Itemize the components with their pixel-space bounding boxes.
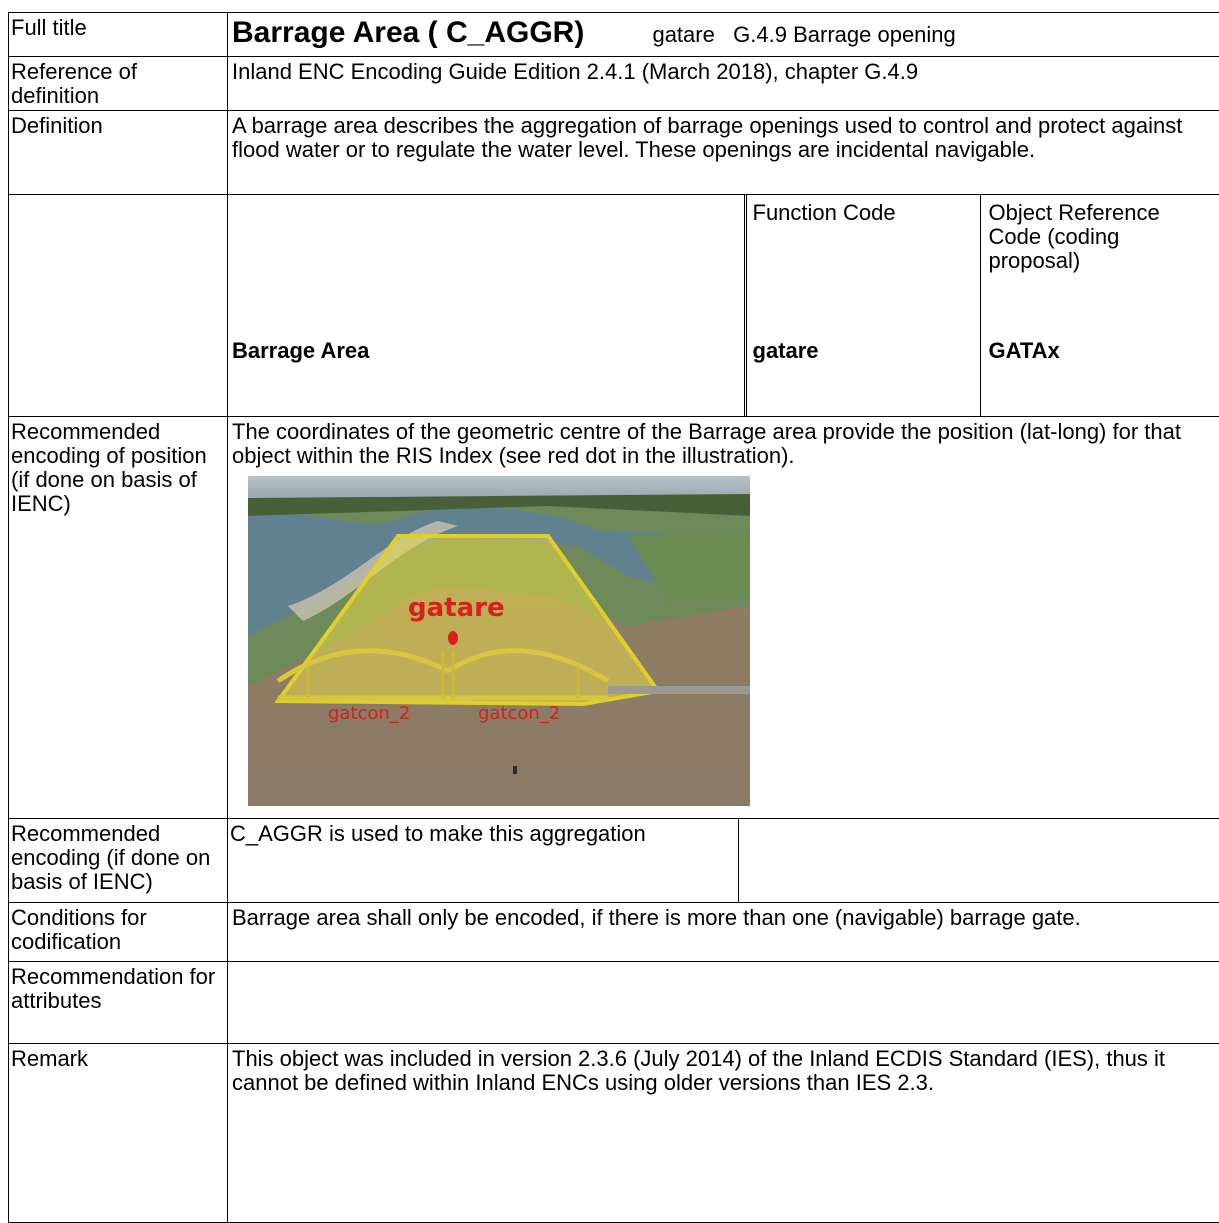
position-cell — [228, 417, 1219, 819]
object-definition-table — [8, 12, 1219, 1223]
label-conditions: Conditions for codification — [9, 903, 228, 962]
conditions-value: Barrage area shall only be encoded, if there is more than one (navigable) barrage gate. — [228, 903, 1219, 962]
codes-inner-table — [228, 195, 1219, 416]
definition-value: A barrage area describes the aggregation of barrage openings used to control and protect against flood water or to regulate the water level. These openings are incidental navigable. — [228, 111, 1219, 195]
row-full-title — [9, 13, 1219, 57]
gatcon-right-label: gatcon_2 — [478, 703, 561, 724]
row-codes — [9, 195, 1219, 417]
row-reference — [9, 57, 1219, 111]
barrage-illustration — [248, 476, 750, 806]
encoding-value: C_AGGR is used to make this aggregation — [228, 819, 738, 902]
codes-cell — [228, 195, 1219, 417]
object-ref-header: Object Reference Code (coding proposal) — [988, 200, 1160, 273]
gatare-label: gatare — [408, 593, 505, 623]
label-full-title: Full title — [9, 13, 228, 57]
object-name: Barrage Area — [232, 338, 370, 363]
row-encoding — [9, 819, 1219, 903]
object-ref-code: GATAx — [988, 338, 1060, 363]
row-attributes — [9, 962, 1219, 1044]
remark-value: This object was included in version 2.3.6 (July 2014) of the Inland ECDIS Standard (IES), thus it cannot be defined within Inland ENCs using older versions than IES 2.3. — [228, 1044, 1219, 1223]
row-definition — [9, 111, 1219, 195]
label-definition: Definition — [9, 111, 228, 195]
attributes-value — [228, 962, 1219, 1044]
function-code: gatare — [745, 335, 980, 416]
encoding-empty — [738, 819, 1219, 902]
label-remark: Remark — [9, 1044, 228, 1223]
object-title: Barrage Area ( C_AGGR) — [232, 16, 585, 49]
object-subtitle: gatare G.4.9 Barrage opening — [652, 22, 956, 47]
codes-name-header-empty — [228, 195, 745, 335]
row-conditions — [9, 903, 1219, 962]
label-codes-empty — [9, 195, 228, 417]
reference-value: Inland ENC Encoding Guide Edition 2.4.1 (March 2018), chapter G.4.9 — [228, 57, 1219, 111]
label-attributes: Recommendation for attributes — [9, 962, 228, 1044]
encoding-cell — [228, 819, 1219, 903]
row-position — [9, 417, 1219, 819]
label-position: Recommended encoding of position (if done on basis of IENC) — [9, 417, 228, 819]
position-value: The coordinates of the geometric centre of the Barrage area provide the position (lat-long) for that object within the RIS Index (see red dot in the illustration). — [232, 419, 1181, 468]
row-remark — [9, 1044, 1219, 1223]
label-reference: Reference of definition — [9, 57, 228, 111]
barrage-photo — [248, 476, 750, 806]
label-encoding: Recommended encoding (if done on basis of IENC) — [9, 819, 228, 903]
encoding-inner-table — [228, 819, 1219, 902]
function-code-header: Function Code — [745, 195, 980, 335]
center-dot-marker — [448, 631, 458, 645]
full-title-cell — [228, 13, 1219, 57]
gatcon-left-label: gatcon_2 — [328, 703, 411, 724]
